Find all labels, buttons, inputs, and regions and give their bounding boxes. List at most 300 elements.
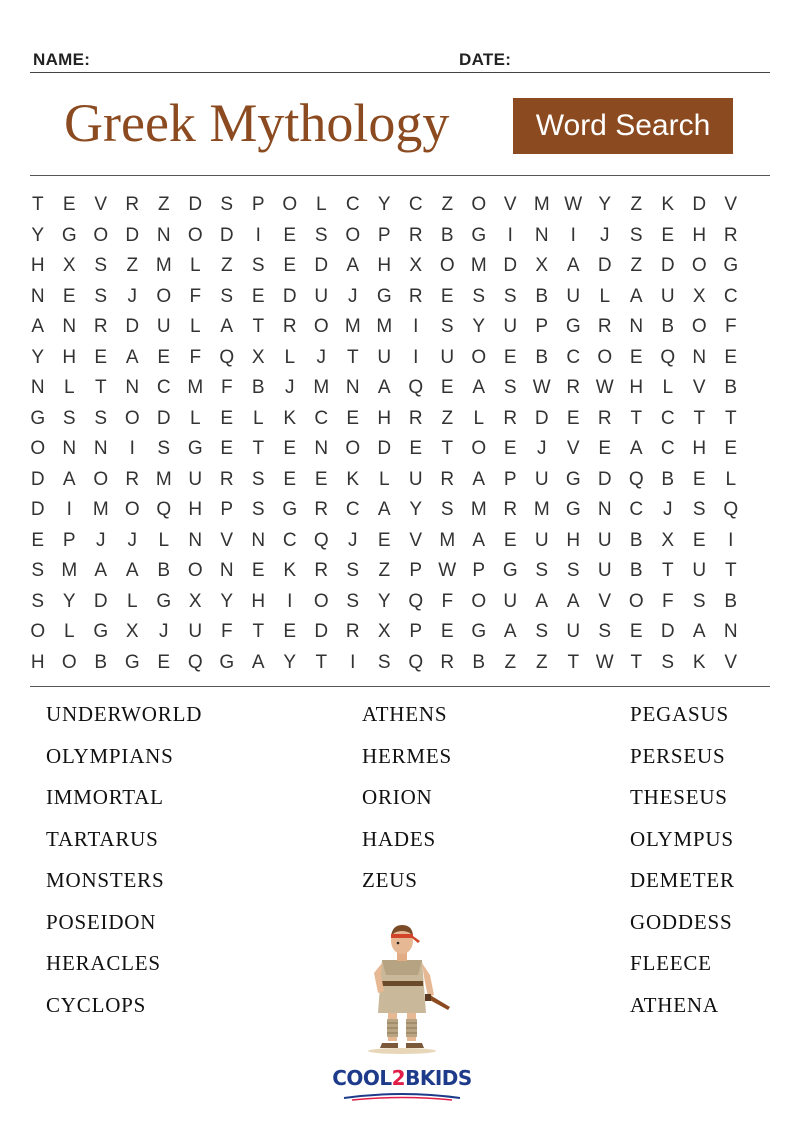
grid-letter: H	[377, 407, 392, 429]
grid-letter: E	[692, 529, 706, 551]
grid-letter: S	[251, 255, 265, 276]
grid-letter: Q	[660, 346, 676, 368]
grid-letter: V	[566, 438, 580, 459]
grid-letter: S	[472, 285, 486, 307]
grid-letter: E	[283, 224, 297, 246]
grid-letter: V	[692, 377, 706, 398]
grid-letter: E	[346, 407, 360, 429]
grid-letter: T	[31, 194, 44, 215]
grid-letter: G	[219, 651, 235, 673]
grid-letter: D	[30, 499, 45, 520]
grid-letter: R	[408, 285, 423, 307]
grid-letter: X	[661, 529, 675, 551]
grid-letter: R	[125, 194, 140, 215]
grid-letter: R	[125, 468, 140, 490]
grid-letter: E	[283, 255, 297, 276]
grid-letter: M	[376, 316, 393, 337]
grid-pad	[747, 373, 779, 404]
logo-part-bkids: BKIDS	[405, 1066, 472, 1090]
grid-letter: T	[315, 651, 328, 673]
grid-letter: R	[503, 499, 518, 520]
grid-letter: Z	[441, 194, 454, 215]
grid-letter: N	[629, 316, 644, 337]
grid-letter: U	[440, 346, 455, 368]
grid-letter: T	[661, 560, 674, 581]
grid-letter: B	[251, 377, 265, 398]
grid-letter: O	[124, 499, 140, 520]
grid-letter: U	[314, 285, 329, 307]
grid-letter: A	[566, 590, 580, 612]
grid-letter: W	[595, 377, 614, 398]
grid-letter: E	[598, 438, 612, 459]
grid-letter: D	[314, 255, 329, 276]
grid-letter: G	[471, 224, 487, 246]
grid-letter: S	[62, 407, 76, 429]
divider-top	[30, 175, 770, 176]
grid-letter: E	[220, 407, 234, 429]
grid-letter: O	[313, 590, 329, 612]
grid-letter: T	[693, 407, 706, 429]
grid-letter: V	[220, 529, 234, 551]
grid-letter: O	[691, 316, 707, 337]
grid-letter: E	[314, 468, 328, 490]
grid-letter: N	[30, 377, 45, 398]
grid-letter: C	[723, 285, 738, 307]
grid-letter: A	[346, 255, 360, 276]
grid-letter: S	[346, 560, 360, 581]
greek-warrior-icon	[352, 915, 452, 1055]
grid-letter: A	[94, 560, 108, 581]
grid-letter: E	[251, 285, 265, 307]
grid-letter: Y	[598, 194, 612, 215]
grid-letter: O	[156, 285, 172, 307]
grid-letter: S	[314, 224, 328, 246]
grid-letter: T	[724, 407, 737, 429]
grid-letter: N	[188, 529, 203, 551]
grid-letter: R	[345, 621, 360, 642]
grid-letter: E	[157, 651, 171, 673]
grid-letter: G	[376, 285, 392, 307]
grid-letter: N	[345, 377, 360, 398]
grid-letter: T	[724, 560, 737, 581]
grid-letter: L	[599, 285, 611, 307]
grid-letter: A	[220, 316, 234, 337]
word-list-column-1	[46, 700, 202, 1032]
grid-letter: S	[503, 285, 517, 307]
grid-letter: K	[661, 194, 675, 215]
grid-letter: J	[316, 346, 326, 368]
grid-letter: O	[124, 407, 140, 429]
word-item: CYCLOPS	[46, 992, 147, 1017]
grid-letter: E	[94, 346, 108, 368]
grid-letter: R	[93, 316, 108, 337]
grid-letter: V	[724, 651, 738, 673]
grid-letter: D	[597, 255, 612, 276]
grid-letter: T	[441, 438, 454, 459]
grid-letter: Q	[219, 346, 235, 368]
grid-pad	[747, 221, 779, 252]
grid-letter: Z	[630, 194, 643, 215]
grid-letter: J	[159, 621, 169, 642]
grid-letter: E	[566, 407, 580, 429]
grid-letter: C	[345, 194, 360, 215]
grid-letter: C	[314, 407, 329, 429]
word-item: HADES	[362, 826, 437, 851]
grid-letter: R	[597, 407, 612, 429]
grid-letter: U	[534, 529, 549, 551]
grid-letter: O	[345, 224, 361, 246]
grid-letter: C	[408, 194, 423, 215]
grid-pad	[747, 587, 779, 618]
grid-letter: L	[126, 590, 138, 612]
grid-letter: S	[157, 438, 171, 459]
grid-letter: U	[534, 468, 549, 490]
word-item: HERACLES	[46, 951, 161, 975]
grid-letter: Z	[220, 255, 233, 276]
grid-letter: R	[440, 468, 455, 490]
grid-letter: L	[378, 468, 390, 490]
subtitle-badge: Word Search	[513, 98, 733, 154]
grid-letter: S	[251, 468, 265, 490]
grid-letter: N	[692, 346, 707, 368]
grid-letter: N	[93, 438, 108, 459]
grid-letter: A	[503, 621, 517, 642]
grid-letter: T	[346, 346, 359, 368]
grid-letter: G	[93, 621, 109, 642]
name-label: NAME:	[33, 50, 91, 69]
grid-letter: J	[127, 285, 137, 307]
grid-letter: J	[348, 285, 358, 307]
grid-letter: S	[94, 285, 108, 307]
word-item: POSEIDON	[46, 909, 157, 934]
grid-letter: M	[470, 255, 487, 276]
header-line	[30, 72, 770, 73]
grid-letter: W	[564, 194, 583, 215]
grid-letter: O	[282, 194, 298, 215]
grid-letter: H	[692, 224, 707, 246]
grid-letter: O	[691, 255, 707, 276]
grid-letter: O	[187, 224, 203, 246]
grid-letter: T	[252, 621, 265, 642]
grid-letter: D	[314, 621, 329, 642]
grid-letter: E	[377, 529, 391, 551]
grid-letter: T	[630, 651, 643, 673]
grid-letter: S	[661, 651, 675, 673]
grid-letter: H	[62, 346, 77, 368]
grid-letter: Z	[378, 560, 391, 581]
grid-letter: C	[660, 438, 675, 459]
word-item: HERMES	[362, 743, 452, 768]
grid-letter: W	[595, 651, 614, 673]
grid-letter: D	[125, 316, 140, 337]
grid-letter: R	[440, 651, 455, 673]
grid-letter: H	[377, 255, 392, 276]
grid-pad	[747, 434, 779, 465]
grid-letter: S	[251, 499, 265, 520]
grid-letter: R	[219, 468, 234, 490]
grid-letter: F	[189, 285, 202, 307]
grid-letter: Z	[126, 255, 139, 276]
grid-letter: S	[440, 499, 454, 520]
grid-letter: M	[439, 529, 456, 551]
grid-letter: E	[251, 560, 265, 581]
grid-letter: B	[472, 651, 486, 673]
grid-letter: J	[348, 529, 358, 551]
grid-letter: Q	[156, 499, 172, 520]
grid-letter: V	[724, 194, 738, 215]
word-list-column-2	[362, 700, 452, 908]
grid-letter: R	[314, 560, 329, 581]
grid-pad	[747, 190, 779, 221]
grid-letter: T	[252, 316, 265, 337]
grid-letter: J	[537, 438, 547, 459]
grid-letter: Z	[630, 255, 643, 276]
grid-letter: I	[287, 590, 293, 612]
grid-letter: Y	[220, 590, 234, 612]
grid-letter: H	[188, 499, 203, 520]
grid-letter: V	[503, 194, 517, 215]
grid-letter: P	[220, 499, 234, 520]
grid-letter: M	[533, 194, 550, 215]
grid-letter: L	[252, 407, 264, 429]
grid-pad	[747, 251, 779, 282]
grid-letter: D	[597, 468, 612, 490]
grid-letter: Z	[441, 407, 454, 429]
word-item: ATHENS	[362, 702, 448, 726]
word-item: TARTARUS	[46, 826, 159, 851]
grid-letter: B	[629, 560, 643, 581]
grid-letter: H	[566, 529, 581, 551]
grid-letter: N	[314, 438, 329, 459]
grid-letter: W	[532, 377, 551, 398]
grid-letter: D	[156, 407, 171, 429]
logo-swoosh-icon	[342, 1092, 462, 1102]
word-item: PERSEUS	[630, 743, 726, 768]
grid-letter: X	[692, 285, 706, 307]
grid-letter: D	[660, 255, 675, 276]
grid-letter: A	[472, 377, 486, 398]
grid-letter: O	[313, 316, 329, 337]
grid-letter: V	[598, 590, 612, 612]
grid-letter: I	[728, 529, 734, 551]
grid-letter: E	[629, 346, 643, 368]
grid-letter: R	[503, 407, 518, 429]
grid-letter: S	[440, 316, 454, 337]
grid-letter: Q	[408, 377, 424, 398]
grid-letter: S	[220, 285, 234, 307]
grid-letter: D	[125, 224, 140, 246]
grid-pad	[747, 526, 779, 557]
grid-letter: P	[62, 529, 76, 551]
grid-letter: S	[535, 560, 549, 581]
grid-letter: G	[156, 590, 172, 612]
grid-letter: U	[188, 468, 203, 490]
grid-letter: F	[189, 346, 202, 368]
grid-pad	[747, 404, 779, 435]
grid-letter: S	[94, 255, 108, 276]
grid-letter: D	[188, 194, 203, 215]
grid-letter: U	[377, 346, 392, 368]
grid-letter: I	[66, 499, 72, 520]
grid-letter: S	[220, 194, 234, 215]
grid-letter: X	[377, 621, 391, 642]
grid-letter: T	[630, 407, 643, 429]
page-title: Greek Mythology	[64, 93, 450, 153]
word-item: FLEECE	[630, 951, 712, 975]
grid-letter: A	[629, 285, 643, 307]
grid-letter: R	[408, 224, 423, 246]
grid-letter: B	[724, 377, 738, 398]
grid-letter: E	[440, 285, 454, 307]
grid-letter: S	[31, 560, 45, 581]
grid-letter: U	[503, 590, 518, 612]
grid-letter: E	[220, 438, 234, 459]
grid-letter: D	[30, 468, 45, 490]
grid-letter: S	[31, 590, 45, 612]
grid-letter: E	[62, 285, 76, 307]
grid-letter: X	[125, 621, 139, 642]
word-item: ATHENA	[630, 992, 719, 1017]
word-item: DEMETER	[630, 868, 735, 892]
grid-letter: O	[93, 468, 109, 490]
grid-letter: P	[377, 224, 391, 246]
grid-letter: S	[346, 590, 360, 612]
letter-grid	[22, 190, 778, 678]
grid-letter: U	[156, 316, 171, 337]
grid-letter: F	[441, 590, 454, 612]
grid-letter: N	[62, 316, 77, 337]
grid-letter: A	[377, 499, 391, 520]
grid-letter: H	[30, 255, 45, 276]
grid-letter: L	[725, 468, 737, 490]
grid-letter: Q	[408, 590, 424, 612]
grid-letter: H	[629, 377, 644, 398]
grid-letter: A	[377, 377, 391, 398]
grid-letter: R	[597, 316, 612, 337]
grid-letter: O	[471, 438, 487, 459]
grid-letter: U	[692, 560, 707, 581]
grid-letter: Q	[628, 468, 644, 490]
grid-letter: P	[472, 560, 486, 581]
grid-letter: I	[255, 224, 261, 246]
grid-letter: N	[723, 621, 738, 642]
grid-letter: M	[187, 377, 204, 398]
logo-part-2: 2	[391, 1066, 406, 1090]
logo-text	[322, 1066, 482, 1090]
grid-letter: K	[283, 407, 297, 429]
grid-letter: G	[282, 499, 298, 520]
grid-pad	[747, 617, 779, 648]
grid-letter: D	[692, 194, 707, 215]
grid-letter: B	[724, 590, 738, 612]
grid-letter: U	[566, 285, 581, 307]
grid-letter: O	[30, 621, 46, 642]
grid-letter: A	[472, 468, 486, 490]
grid-letter: E	[62, 194, 76, 215]
grid-letter: C	[566, 346, 581, 368]
grid-letter: Y	[62, 590, 76, 612]
grid-letter: V	[409, 529, 423, 551]
grid-letter: D	[219, 224, 234, 246]
grid-letter: U	[566, 621, 581, 642]
grid-letter: Y	[31, 224, 45, 246]
grid-letter: D	[377, 438, 392, 459]
grid-letter: U	[503, 316, 518, 337]
grid-letter: S	[692, 499, 706, 520]
logo-part-cool: COOL	[332, 1066, 392, 1090]
grid-letter: O	[597, 346, 613, 368]
grid-letter: O	[61, 651, 77, 673]
grid-letter: Z	[535, 651, 548, 673]
grid-letter: C	[345, 499, 360, 520]
grid-letter: A	[125, 560, 139, 581]
grid-letter: G	[471, 621, 487, 642]
grid-letter: O	[471, 346, 487, 368]
grid-letter: X	[62, 255, 76, 276]
grid-pad	[747, 343, 779, 374]
grid-letter: D	[660, 621, 675, 642]
grid-letter: R	[282, 316, 297, 337]
grid-letter: G	[61, 224, 77, 246]
grid-letter: E	[724, 438, 738, 459]
grid-letter: F	[724, 316, 737, 337]
grid-letter: M	[533, 499, 550, 520]
grid-letter: M	[92, 499, 109, 520]
grid-letter: C	[629, 499, 644, 520]
grid-letter: N	[125, 377, 140, 398]
grid-letter: O	[30, 438, 46, 459]
grid-letter: P	[251, 194, 265, 215]
grid-letter: P	[535, 316, 549, 337]
grid-letter: S	[377, 651, 391, 673]
grid-letter: B	[661, 316, 675, 337]
grid-letter: I	[350, 651, 356, 673]
grid-letter: J	[600, 224, 610, 246]
grid-letter: U	[188, 621, 203, 642]
grid-letter: Q	[313, 529, 329, 551]
grid-letter: F	[661, 590, 674, 612]
grid-letter: G	[502, 560, 518, 581]
grid-letter: L	[63, 377, 75, 398]
grid-letter: Y	[377, 590, 391, 612]
word-item: OLYMPUS	[630, 826, 734, 851]
grid-letter: M	[155, 468, 172, 490]
grid-letter: I	[570, 224, 576, 246]
site-logo	[322, 1064, 482, 1104]
grid-letter: N	[156, 224, 171, 246]
grid-letter: P	[503, 468, 517, 490]
grid-letter: D	[93, 590, 108, 612]
grid-letter: V	[94, 194, 108, 215]
grid-letter: E	[629, 621, 643, 642]
word-item: OLYMPIANS	[46, 743, 174, 768]
grid-letter: Y	[283, 651, 297, 673]
grid-letter: J	[127, 529, 137, 551]
grid-letter: Q	[408, 651, 424, 673]
grid-pad	[747, 465, 779, 496]
grid-letter: U	[597, 529, 612, 551]
grid-letter: I	[413, 346, 419, 368]
grid-letter: L	[189, 407, 201, 429]
grid-letter: R	[566, 377, 581, 398]
grid-letter: R	[408, 407, 423, 429]
grid-letter: S	[598, 621, 612, 642]
grid-letter: W	[438, 560, 457, 581]
grid-pad	[747, 495, 779, 526]
word-item: GODDESS	[630, 909, 733, 934]
grid-letter: A	[251, 651, 265, 673]
grid-letter: O	[345, 438, 361, 459]
